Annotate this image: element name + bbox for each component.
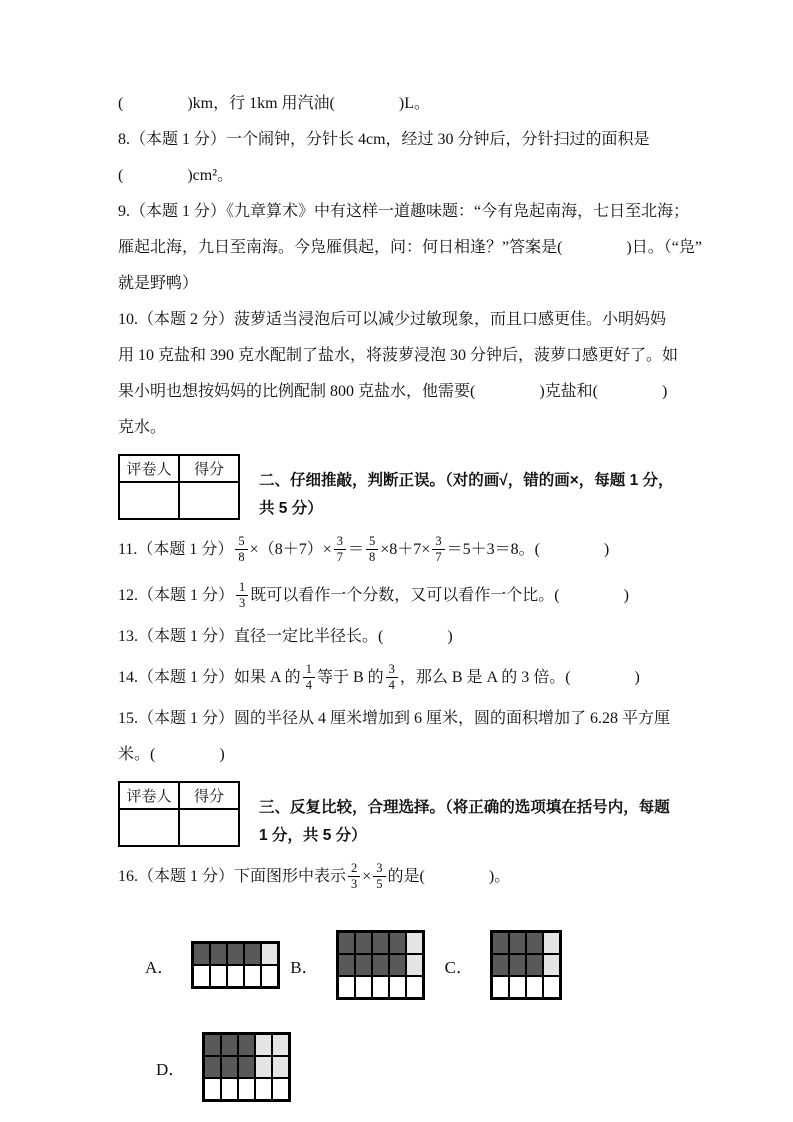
grid-cell-dark <box>210 943 227 965</box>
grid-cell-white <box>526 976 543 998</box>
question-9-line-3: 就是野鸭） <box>118 275 199 292</box>
question-11-segment: ＝5＋3＝8。( ) <box>446 541 610 558</box>
fraction: $\frac{3}{5}$ <box>373 861 385 891</box>
section-3-title <box>259 781 670 850</box>
question-10-line-1: 10.（本题 2 分）菠萝适当浸泡后可以减少过敏现象，而且口感更佳。小明妈妈 <box>118 311 667 328</box>
fraction: $\frac{3}{7}$ <box>334 534 346 564</box>
grid-cell-dark <box>238 1034 255 1056</box>
option-d-grid <box>202 1032 291 1102</box>
section-2-title-line-2: 共 5 分） <box>259 500 323 517</box>
question-15-line-2: 米。( ) <box>118 746 225 763</box>
grid-cell-white <box>389 976 406 998</box>
grid-cell-light <box>406 932 423 954</box>
question-13: 13.（本题 1 分）直径一定比半径长。( ) <box>118 628 453 645</box>
grid-cell-white <box>509 976 526 998</box>
grid-cell-white <box>221 1078 238 1100</box>
grid-cell-white <box>210 965 227 987</box>
question-12-prefix: 12.（本题 1 分） <box>118 587 235 604</box>
grid-cell-white <box>255 1078 272 1100</box>
fraction: $\frac{5}{8}$ <box>235 534 247 564</box>
question-11-segment: ×8＋7× <box>380 541 431 558</box>
grader-blank-cell <box>119 809 179 846</box>
question-10-line-4: 克水。 <box>118 419 167 436</box>
question-8-line-1: 8.（本题 1 分）一个闹钟，分针长 4cm，经过 30 分钟后，分针扫过的面积是 <box>118 131 650 148</box>
grader-score-table <box>118 454 240 520</box>
grid-cell-white <box>204 1078 221 1100</box>
question-16-prefix: 16.（本题 1 分）下面图形中表示 <box>118 868 347 885</box>
grid-cell-white <box>261 965 278 987</box>
score-blank-cell <box>179 482 239 519</box>
section-2-title <box>259 454 674 523</box>
grid-cell-dark <box>204 1056 221 1078</box>
score-label: 得分 <box>179 782 239 809</box>
fraction: $\frac{2}{3}$ <box>348 861 360 891</box>
options-row-abc <box>118 930 678 1000</box>
grid-cell-white <box>355 976 372 998</box>
grid-cell-dark <box>389 954 406 976</box>
option-c-grid <box>490 930 562 1000</box>
question-15-line-1: 15.（本题 1 分）圆的半径从 4 厘米增加到 6 厘米，圆的面积增加了 6.28 平方厘 <box>118 710 671 727</box>
option-b-label: B． <box>290 957 319 977</box>
question-11-segment: ×（8＋7）× <box>249 541 332 558</box>
grid-cell-white <box>272 1078 289 1100</box>
option-a-label: A． <box>145 957 175 977</box>
question-16-times: × <box>362 868 372 885</box>
question-14-middle: 等于 B 的 <box>316 669 384 686</box>
grid-cell-dark <box>221 1034 238 1056</box>
question-16-post: 的是( )。 <box>387 868 511 885</box>
section-3-title-line-2: 1 分，共 5 分） <box>259 827 367 844</box>
grid-cell-dark <box>492 954 509 976</box>
question-10-line-3: 果小明也想按妈妈的比例配制 800 克盐水，他需要( )克盐和( ) <box>118 383 668 400</box>
grader-label: 评卷人 <box>119 455 179 482</box>
grid-cell-dark <box>193 943 210 965</box>
question-7-continuation: ( )km，行 1km 用汽油( )L。 <box>118 95 430 112</box>
grid-cell-dark <box>389 932 406 954</box>
question-14 <box>118 655 678 701</box>
grader-label: 评卷人 <box>119 782 179 809</box>
grid-cell-dark <box>355 954 372 976</box>
question-14-post: ，那么 B 是 A 的 3 倍。( ) <box>399 669 640 686</box>
question-11-prefix: 11.（本题 1 分） <box>118 541 234 558</box>
question-12 <box>118 573 678 619</box>
section-2-title-line-1: 二、仔细推敲，判断正误。（对的画√，错的画×，每题 1 分， <box>259 472 674 489</box>
grid-cell-dark <box>221 1056 238 1078</box>
grid-cell-light <box>272 1034 289 1056</box>
grid-cell-dark <box>355 932 372 954</box>
question-16 <box>118 854 678 900</box>
question-9-line-2: 雁起北海，九日至南海。今凫雁俱起，问：何日相逢？”答案是( )日。（“凫” <box>118 239 702 256</box>
grid-cell-dark <box>204 1034 221 1056</box>
grid-cell-light <box>255 1034 272 1056</box>
grid-cell-white <box>338 976 355 998</box>
grid-cell-dark <box>244 943 261 965</box>
grid-cell-white <box>492 976 509 998</box>
grid-cell-light <box>261 943 278 965</box>
section-2-header-row <box>118 454 678 523</box>
grid-cell-dark <box>338 932 355 954</box>
question-11-segment: ＝ <box>347 541 364 558</box>
score-label: 得分 <box>179 455 239 482</box>
section-3-header-row <box>118 781 678 850</box>
grid-cell-dark <box>338 954 355 976</box>
option-d-label: D． <box>156 1059 186 1079</box>
option-b-grid <box>336 930 425 1000</box>
grid-cell-dark <box>372 954 389 976</box>
score-blank-cell <box>179 809 239 846</box>
grid-cell-dark <box>526 932 543 954</box>
grader-score-table <box>118 781 240 847</box>
grid-cell-dark <box>492 932 509 954</box>
grid-cell-light <box>543 932 560 954</box>
fraction: $\frac{5}{8}$ <box>366 534 378 564</box>
grid-cell-white <box>238 1078 255 1100</box>
section-3-title-line-1: 三、反复比较，合理选择。（将正确的选项填在括号内，每题 <box>259 799 670 816</box>
question-12-text: 既可以看作一个分数，又可以看作一个比。( ) <box>250 587 629 604</box>
grid-cell-dark <box>509 954 526 976</box>
fraction: $\frac{1}{3}$ <box>236 580 248 610</box>
fraction: $\frac{3}{7}$ <box>432 534 444 564</box>
option-a-grid <box>191 941 280 989</box>
grid-cell-light <box>255 1056 272 1078</box>
grid-cell-light <box>543 954 560 976</box>
grid-cell-light <box>406 954 423 976</box>
grid-cell-light <box>272 1056 289 1078</box>
grid-cell-dark <box>509 932 526 954</box>
grid-cell-dark <box>238 1056 255 1078</box>
grader-blank-cell <box>119 482 179 519</box>
grid-cell-white <box>372 976 389 998</box>
option-c-label: C． <box>444 957 473 977</box>
grid-cell-dark <box>372 932 389 954</box>
question-9-line-1: 9.（本题 1 分）《九章算术》中有这样一道趣味题：“今有凫起南海，七日至北海； <box>118 203 690 220</box>
question-8-line-2: ( )cm²。 <box>118 167 234 184</box>
grid-cell-dark <box>227 943 244 965</box>
grid-cell-white <box>406 976 423 998</box>
question-11 <box>118 527 678 573</box>
grid-cell-dark <box>526 954 543 976</box>
grid-cell-white <box>543 976 560 998</box>
question-10-line-2: 用 10 克盐和 390 克水配制了盐水，将菠萝浸泡 30 分钟后，菠萝口感更好了。如 <box>118 347 679 364</box>
fraction: $\frac{3}{4}$ <box>386 662 398 692</box>
grid-cell-white <box>227 965 244 987</box>
fraction: $\frac{1}{4}$ <box>303 662 315 692</box>
grid-cell-white <box>193 965 210 987</box>
grid-cell-white <box>244 965 261 987</box>
options-row-d <box>118 1032 678 1102</box>
question-14-prefix: 14.（本题 1 分）如果 A 的 <box>118 669 301 686</box>
